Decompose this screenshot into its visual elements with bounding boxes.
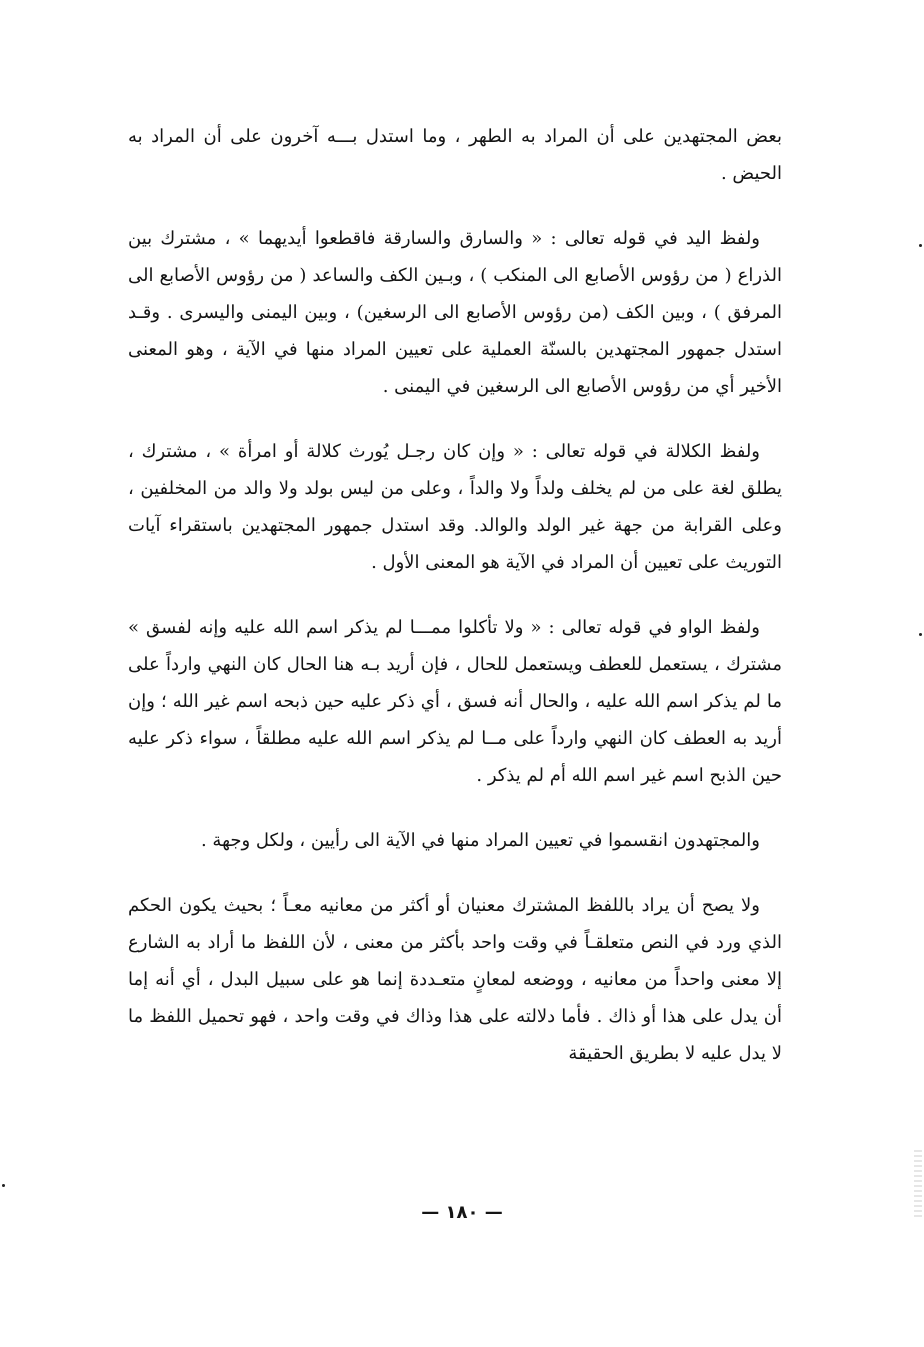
scan-dot <box>919 633 922 636</box>
scan-dot <box>919 244 922 247</box>
page-body <box>128 118 782 1100</box>
paragraph-kalala: ولفظ الكلالة في قوله تعالى : « وإن كان رجـل يُورث كلالة أو امرأة » ، مشترك ، يطلق لغة على من لم يخلف ولداً ولا والداً ، وعلى من ليس بولد ولا والد من المخلفين ، وعلى القرابة من جهة غير الولد والوالد. وقد استدل جمهور المجتهدين باستقراء آيات التوريث على تعيين أن المراد في الآية هو المعنى الأول . <box>128 441 782 573</box>
scan-dot <box>2 1184 5 1187</box>
paragraph-waw: ولفظ الواو في قوله تعالى : « ولا تأكلوا ممـــا لم يذكر اسم الله عليه وإنه لفسق » مشترك ، يستعمل للعطف ويستعمل للحال ، فإن أريد بـه هنا الحال كان النهي وارداً على ما لم يذكر اسم الله عليه ، والحال أنه فسق ، أي ذكر عليه حين ذبحه اسم غير الله ؛ وإن أريد به العطف كان النهي وارداً على مــا لم يذكر اسم الله عليه مطلقاً ، سواء ذكر عليه حين الذبح اسم غير اسم الله أم لم يذكر . <box>128 617 782 786</box>
paragraph-continuation: بعض المجتهدين على أن المراد به الطهر ، وما استدل بـــه آخرون على أن المراد به الحيض . <box>128 126 782 184</box>
paragraph-mujtahids: والمجتهدون انقسموا في تعيين المراد منها في الآية الى رأيين ، ولكل وجهة . <box>200 830 760 851</box>
page-number: — ١٨٠ — <box>421 1202 503 1223</box>
paragraph-hand: ولفظ اليد في قوله تعالى : « والسارق والسارقة فاقطعوا أيديهما » ، مشترك بين الذراع ( من رؤوس الأصابع الى المنكب ) ، وبـين الكف والساعد ( من رؤوس الأصابع الى المرفق ) ، وبين الكف (من رؤوس الأصابع الى الرسغين) ، وبين اليمنى واليسرى . وقـد استدل جمهور المجتهدين بالسنّة العملية على تعيين المراد منها في الآية ، وهو المعنى الأخير أي من رؤوس الأصابع الى الرسغين في اليمنى . <box>128 228 782 397</box>
paragraph-homonym-rule: ولا يصح أن يراد باللفظ المشترك معنيان أو أكثر من معانيه معـاً ؛ بحيث يكون الحكم الذي ورد في النص متعلقـاً في وقت واحد بأكثر من معنى ، لأن اللفظ ما أراد به الشارع إلا معنى واحداً من معانيه ، ووضعه لمعانٍ متعـددة إنما هو على سبيل البدل ، أي أنه إما أن يدل على هذا أو ذاك . فأما دلالته على هذا وذاك في وقت واحد ، فهو تحميل اللفظ ما لا يدل عليه لا بطريق الحقيقة <box>128 895 782 1064</box>
scan-smudge <box>914 1150 922 1220</box>
